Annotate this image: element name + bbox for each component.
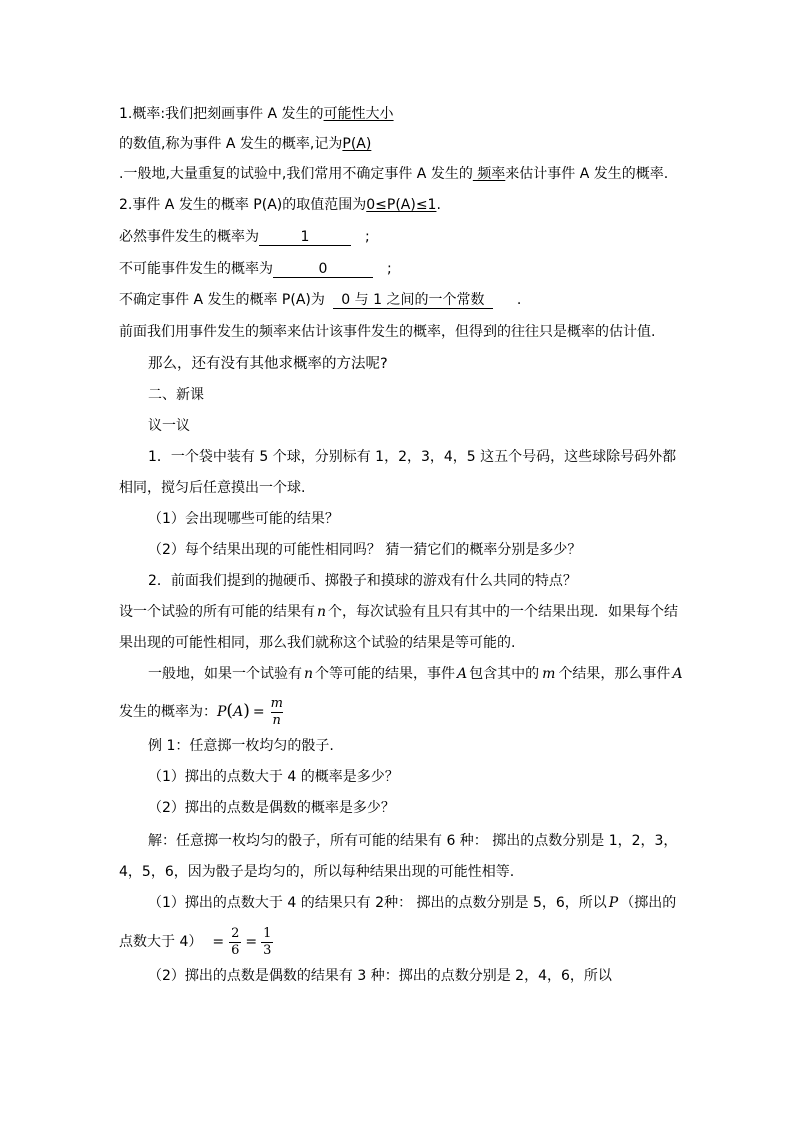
review-3-tail: 来估计事件 A 发生的概率. — [505, 166, 669, 182]
review-5-blank: 1 — [259, 229, 351, 246]
review-3-blank: 频率 — [472, 166, 506, 182]
discussion-q1: （1）会出现哪些可能的结果？ — [148, 511, 339, 527]
variable-n: n — [304, 666, 314, 682]
formula-intro-b: 个等可能的结果，事件 — [315, 666, 456, 682]
review-1-text: 1.概率:我们把刻画事件 A 发生的 — [119, 106, 324, 122]
definition-line-1 — [119, 602, 678, 622]
result-fraction-1 — [229, 927, 241, 958]
solution-part1-tail: （掷出的 — [620, 895, 677, 911]
solution-line-2: 4，5，6，因为骰子是均匀的，所以每种结果出现的可能性相等. — [119, 864, 515, 880]
formula-intro-c: 包含其中的 — [469, 666, 540, 682]
review-7-tail: . — [516, 292, 522, 308]
formula-fraction — [269, 697, 285, 728]
probability-formula-line — [119, 694, 286, 729]
formula-right-paren: ) — [243, 701, 250, 721]
fraction-denominator: 3 — [263, 942, 272, 958]
review-6-blank: 0 — [273, 261, 373, 278]
intro-paragraph: 前面我们用事件发生的频率来估计该事件发生的概率，但得到的往往只是概率的估计值. — [119, 324, 656, 340]
review-4-blank: 0≤P(A)≤1 — [366, 197, 437, 213]
review-5-tail: ; — [365, 229, 370, 245]
solution-part1-line — [148, 893, 676, 913]
formula-P: P — [608, 895, 619, 911]
discussion-q2: （2）每个结果出现的可能性相同吗？ 猜一猜它们的概率分别是多少？ — [148, 542, 582, 558]
discussion-item-1-cont: 相同，搅匀后任意摸出一个球. — [119, 480, 306, 496]
formula-intro-line — [148, 664, 683, 684]
review-line-3 — [119, 164, 668, 184]
result-fraction-2 — [261, 927, 273, 958]
review-3-text: .一般地,大量重复的试验中,我们常用不确定事件 A 发生的 — [119, 166, 473, 182]
solution-part1-result — [119, 922, 274, 962]
variable-A: A — [672, 666, 683, 682]
fraction-denominator: n — [272, 712, 281, 728]
solution-line-1: 解：任意掷一枚均匀的骰子，所有可能的结果有 6 种： 掷出的点数分别是 1，2，3， — [148, 833, 678, 849]
review-1-blank: 可能性大小 — [323, 106, 394, 122]
section-heading: 二、新课 — [148, 387, 204, 403]
formula-intro-a: 一般地，如果一个试验有 — [148, 666, 302, 682]
discussion-heading: 议一议 — [148, 418, 190, 434]
example-q1: （1）掷出的点数大于 4 的概率是多少？ — [148, 769, 399, 785]
review-line-5 — [119, 227, 370, 247]
result-equals-2: = — [245, 934, 258, 950]
review-line-6 — [119, 259, 392, 279]
formula-left-paren: ( — [226, 701, 234, 721]
review-line-1 — [119, 104, 434, 124]
fraction-denominator: 6 — [231, 942, 240, 958]
fraction-numerator: 1 — [263, 925, 272, 941]
review-line-4 — [119, 195, 441, 215]
discussion-item-1: 1．一个袋中装有 5 个球，分别标有 1，2，3，4，5 这五个号码，这些球除号码外都 — [148, 449, 677, 465]
example-q2: （2）掷出的点数是偶数的概率是多少？ — [148, 800, 395, 816]
review-4-tail: . — [436, 197, 441, 213]
review-7-text: 不确定事件 A 发生的概率 P(A)为 — [119, 292, 325, 308]
question-line: 那么，还有没有其他求概率的方法呢? — [148, 356, 388, 372]
review-7-blank: 0 与 1 之间的一个常数 — [333, 292, 493, 309]
fraction-numerator: m — [270, 695, 283, 711]
review-2-text: 的数值,称为事件 A 发生的概率,记为 — [119, 136, 343, 152]
review-line-7 — [119, 290, 521, 310]
definition-line-2: 果出现的可能性相同，那么我们就称这个试验的结果是等可能的. — [119, 635, 516, 651]
fraction-numerator: 2 — [231, 925, 240, 941]
review-5-text: 必然事件发生的概率为 — [119, 229, 259, 245]
result-equals-1: = — [212, 934, 225, 950]
review-6-tail: ; — [387, 261, 392, 277]
result-label: 点数大于 4） — [119, 934, 203, 950]
variable-n: n — [317, 604, 327, 620]
variable-m: m — [542, 666, 556, 682]
discussion-item-2: 2．前面我们提到的抛硬币、掷骰子和摸球的游戏有什么共同的特点？ — [148, 573, 577, 589]
formula-equals: = — [252, 704, 265, 720]
formula-P: P — [217, 704, 227, 720]
definition-text-b: 个，每次试验有且只有其中的一个结果出现．如果每个结 — [328, 604, 679, 620]
review-4-text: 2.事件 A 发生的概率 P(A)的取值范围为 — [119, 197, 367, 213]
review-6-text: 不可能事件发生的概率为 — [119, 261, 273, 277]
solution-part2-line: （2）掷出的点数是偶数的结果有 3 种：掷出的点数分别是 2，4，6，所以 — [148, 968, 612, 984]
formula-intro-d: 个结果，那么事件 — [558, 666, 671, 682]
solution-part1-text: （1）掷出的点数大于 4 的结果只有 2种： 掷出的点数分别是 5，6，所以 — [148, 895, 607, 911]
variable-A: A — [457, 666, 468, 682]
review-2-blank: P(A) — [342, 136, 372, 152]
formula-A: A — [233, 704, 244, 720]
formula-label: 发生的概率为： — [119, 704, 217, 720]
definition-text-a: 设一个试验的所有可能的结果有 — [119, 604, 315, 620]
example-heading: 例 1：任意掷一枚均匀的骰子. — [148, 738, 334, 754]
review-line-2 — [119, 134, 388, 154]
